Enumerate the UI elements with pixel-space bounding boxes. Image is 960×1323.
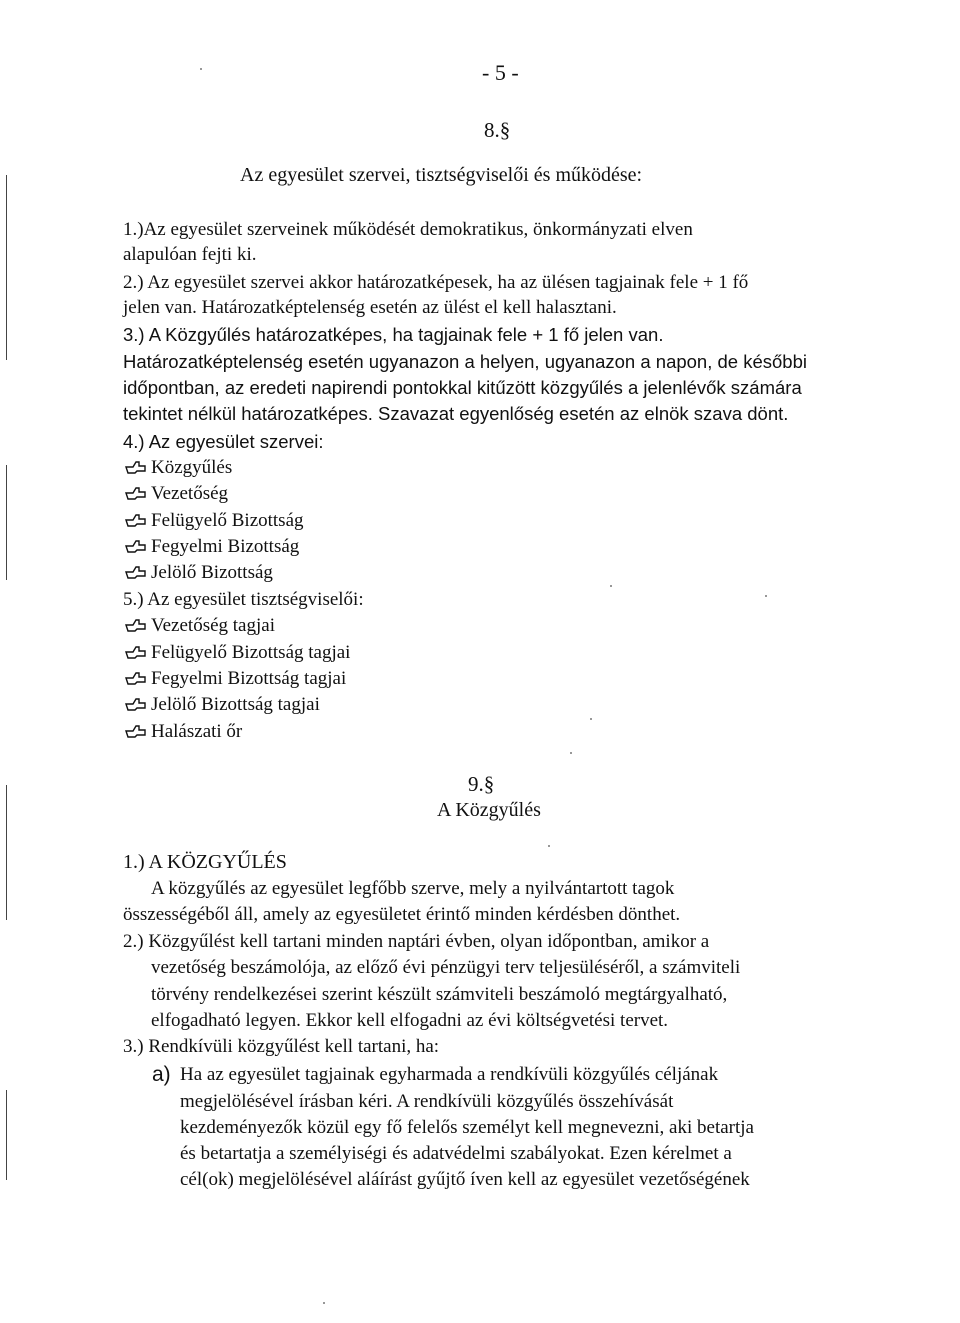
scan-speck [548,845,550,847]
officer-label: Felügyelő Bizottság tagjai [151,642,351,663]
sec9-p3-line1: 3.) Rendkívüli közgyűlést kell tartani, ha: [123,1036,440,1057]
officer-item [125,666,346,692]
scan-speck [590,718,592,720]
scan-speck [570,752,572,754]
organ-item [125,508,304,534]
item-a-line2: megjelölésével írásban kéri. A rendkívüli közgyűlés összehívását [180,1091,674,1112]
scan-margin-line [6,465,7,580]
sec8-p3-line3: időpontban, az eredeti napirendi pontokkal kitűzött közgyűlés a jelenlévők számára [123,377,802,398]
scan-margin-line [6,785,7,920]
section-9-title: A Közgyűlés [437,799,541,821]
officer-label: Jelölő Bizottság tagjai [151,694,320,715]
organ-item [125,534,299,560]
sec9-p2-line3: törvény rendelkezései szerint készült számviteli beszámoló megtárgyalható, [151,984,728,1005]
scan-speck [323,1302,325,1304]
sec8-p3-line1: 3.) A Közgyűlés határozatképes, ha tagjainak fele + 1 fő jelen van. [123,324,664,345]
section-9-number: 9.§ [468,772,495,796]
pointing-hand-icon [125,539,147,553]
pointing-hand-icon [125,618,147,632]
organ-label: Vezetőség [151,483,229,504]
pointing-hand-icon [125,645,147,659]
item-a-label: a) [152,1063,171,1086]
sec8-p1-line1: 1.)Az egyesület szerveinek működését demokratikus, önkormányzati elven [123,219,693,240]
pointing-hand-icon [125,697,147,711]
section-8-title: Az egyesület szervei, tisztségviselői és működése: [240,164,643,186]
officer-item [125,640,350,666]
sec9-p2-line2: vezetőség beszámolója, az előző évi pénzügyi terv teljesüléséről, a számviteli [151,957,741,978]
organ-label: Fegyelmi Bizottság [151,536,300,557]
scan-speck [610,585,612,587]
sec8-p1-line2: alapulóan fejti ki. [123,244,257,265]
officer-label: Halászati őr [151,721,243,742]
scan-margin-line [6,175,7,360]
organ-item [125,481,228,507]
pointing-hand-icon [125,565,147,579]
scan-margin-line [6,1090,7,1180]
organ-label: Felügyelő Bizottság [151,510,304,531]
sec9-p2-line1: 2.) Közgyűlést kell tartani minden naptári évben, olyan időpontban, amikor a [123,931,710,952]
sec9-p1-line2: összességéből áll, amely az egyesületet érintő minden kérdésben dönthet. [123,904,681,925]
sec9-p2-line4: elfogadható legyen. Ekkor kell elfogadni az évi költségvetési tervet. [151,1010,669,1031]
sec9-p1-heading: 1.) A KÖZGYŰLÉS [123,851,287,873]
page-number: - 5 - [482,60,519,85]
item-a-line5: cél(ok) megjelölésével aláírást gyűjtő íven kell az egyesület vezetőségének [180,1169,750,1190]
sec8-p3-line2: Határozatképtelenség esetén ugyanazon a helyen, ugyanazon a napon, de későbbi [123,351,807,372]
sec8-p5-heading: 5.) Az egyesület tisztségviselői: [123,589,364,610]
sec8-p2-line1: 2.) Az egyesület szervei akkor határozatképesek, ha az ülésen tagjainak fele + 1 fő [123,272,749,293]
pointing-hand-icon [125,513,147,527]
item-a-line1: Ha az egyesület tagjainak egyharmada a rendkívüli közgyűlés céljának [180,1064,719,1085]
scan-speck [200,68,202,70]
sec8-p4-heading: 4.) Az egyesület szervei: [123,431,324,452]
scan-speck [765,595,767,597]
officer-label: Fegyelmi Bizottság tagjai [151,668,347,689]
item-a-line3: kezdeményezők közül egy fő felelős személyt kell megnevezni, aki betartja [180,1117,754,1138]
organ-label: Jelölő Bizottság [151,562,273,583]
sec8-p3-line4: tekintet nélkül határozatképes. Szavazat egyenlőség esetén az elnök szava dönt. [123,403,789,424]
item-a-line4: és betartatja a személyiségi és adatvédelmi szabályokat. Ezen kérelmet a [180,1143,732,1164]
organ-label: Közgyűlés [151,457,233,478]
organ-item [125,455,232,481]
officer-item [125,692,320,718]
officer-label: Vezetőség tagjai [151,615,275,636]
organ-item [125,560,273,586]
officer-item [125,613,275,639]
pointing-hand-icon [125,460,147,474]
pointing-hand-icon [125,486,147,500]
pointing-hand-icon [125,671,147,685]
officer-item [125,719,242,745]
pointing-hand-icon [125,724,147,738]
sec8-p2-line2: jelen van. Határozatképtelenség esetén az ülést el kell halasztani. [123,297,617,318]
sec9-p1-line1: A közgyűlés az egyesület legfőbb szerve, mely a nyilvántartott tagok [151,878,675,899]
section-8-number: 8.§ [484,118,511,142]
